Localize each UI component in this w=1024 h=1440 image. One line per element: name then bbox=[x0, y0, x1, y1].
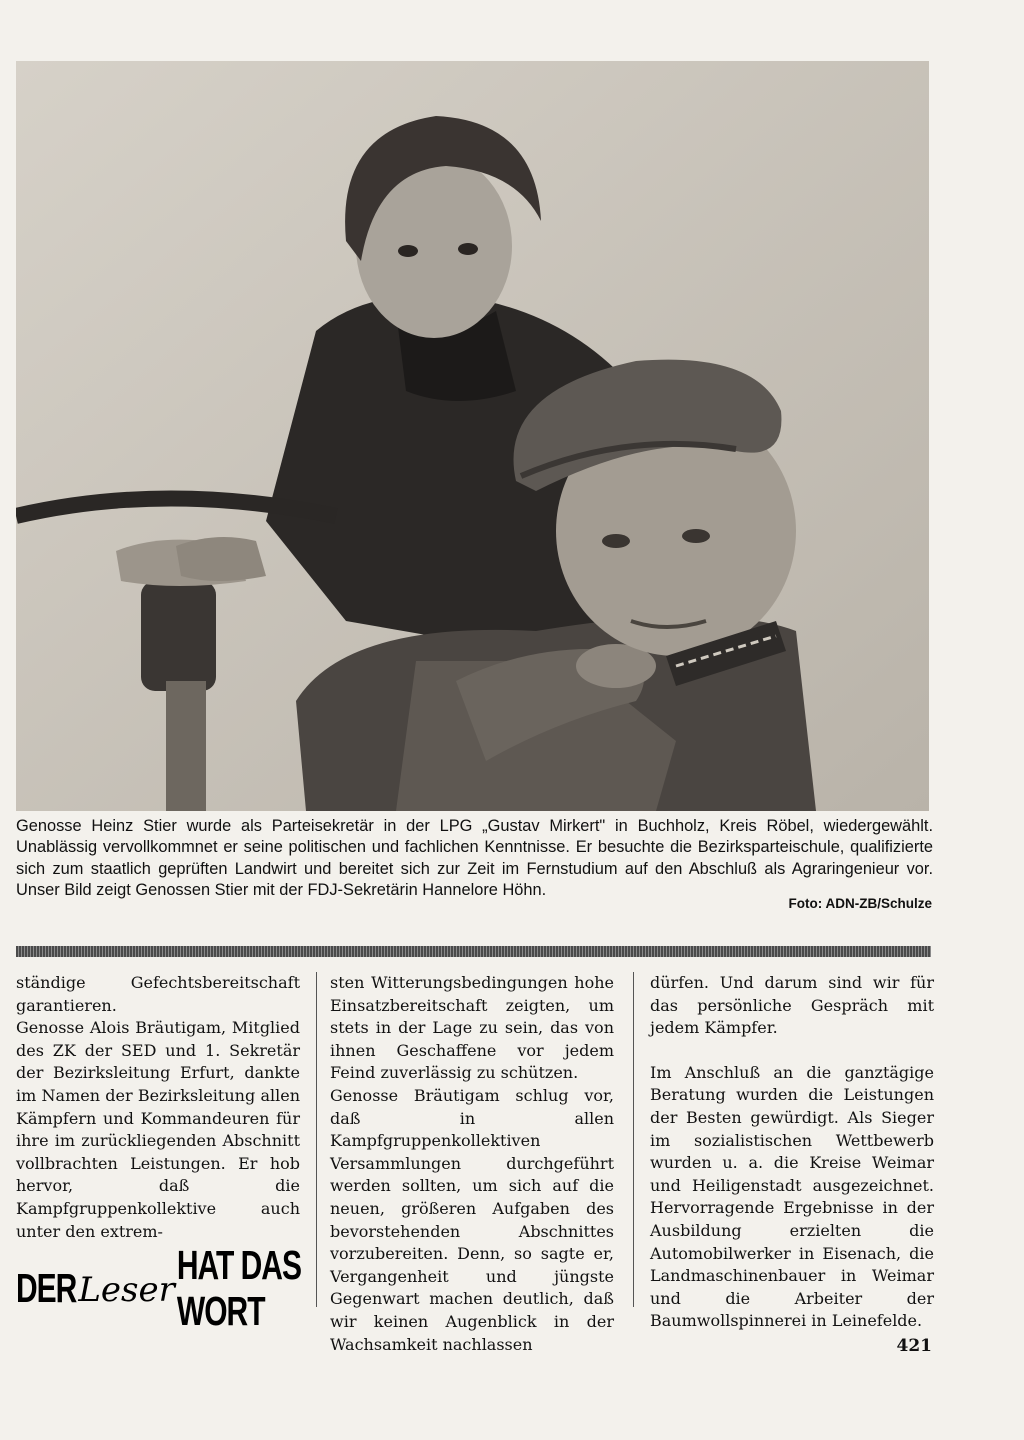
rubric-prefix: DER bbox=[16, 1267, 77, 1312]
paragraph: ständige Gefechtsbereitschaft garantieren. bbox=[16, 973, 300, 1015]
photo-caption: Genosse Heinz Stier wurde als Parteisekretär in der LPG „Gustav Mirkert" in Buchholz, Kreis Röbel, wiedergewählt. Unablässig vervollkommnet er seine politischen und fachlichen Kenntnisse. Er besuchte die Bezirksparteischule, qualifizierte sich zum staatlich geprüften Landwirt und bereitet sich zur Zeit im Fernstudium auf den Abschluß als Agraringenieur vor. Unser Bild zeigt Genossen Stier mit der FDJ-Sekretärin Hannelore Höhn. bbox=[16, 817, 933, 899]
page-number: 421 bbox=[896, 1336, 932, 1356]
column-divider bbox=[633, 972, 634, 1307]
paragraph: Im Anschluß an die ganztägige Beratung wurden die Leistungen der Besten gewürdigt. Als Sieger im sozialistischen Wettbewerb wurden u. a. die Kreise Weimar und Heiligenstadt ausgezeichnet. Hervorragende Ergebnisse in der Ausbildung erzielten die Automobilwerker in Eisenach, die Landmaschinenbauer in Weimar und die Arbeiter der Baumwollspinnerei in Leinefelde. bbox=[650, 1062, 934, 1331]
rubric-script: Leser bbox=[78, 1270, 175, 1310]
paragraph: Genosse Alois Bräutigam, Mitglied des ZK der SED und 1. Sekretär der Bezirksleitung Erfurt, dankte im Namen der Bezirksleitung allen Kämpfern und Kommandeuren für ihre im zurückliegenden Abschnitt vollbrachten Leistungen. Er hob hervor, daß die Kampfgruppenkollektive auch unter den extrem- bbox=[16, 1018, 300, 1241]
paragraph: dürfen. Und darum sind wir für das persönliche Gespräch mit jedem Kämpfer. bbox=[650, 973, 934, 1038]
article-column-1 bbox=[16, 972, 300, 1243]
article-column-3 bbox=[650, 972, 934, 1333]
rubric-suffix: HAT DAS WORT bbox=[176, 1244, 301, 1335]
article-column-2 bbox=[330, 972, 614, 1356]
column-divider bbox=[316, 972, 317, 1307]
section-divider bbox=[16, 946, 931, 957]
paragraph: sten Witterungsbedingungen hohe Einsatzbereitschaft zeigten, um stets in der Lage zu sein, das von ihnen Geschaffene vor jedem Feind zuverlässig zu schützen. bbox=[330, 973, 614, 1083]
photo-credit: Foto: ADN-ZB/Schulze bbox=[788, 896, 932, 911]
photo-farmers bbox=[16, 61, 929, 811]
paragraph: Genosse Bräutigam schlug vor, daß in allen Kampfgruppenkollektiven Versammlungen durchgeführt werden sollten, um sich auf die neuen, größeren Aufgaben des bevorstehenden Abschnittes vorzubereiten. Denn, so sagte er, Vergangenheit und jüngste Gegenwart machen deutlich, daß wir keinen Augenblick in der Wachsamkeit nachlassen bbox=[330, 1085, 614, 1354]
rubric-logo bbox=[16, 1244, 306, 1335]
